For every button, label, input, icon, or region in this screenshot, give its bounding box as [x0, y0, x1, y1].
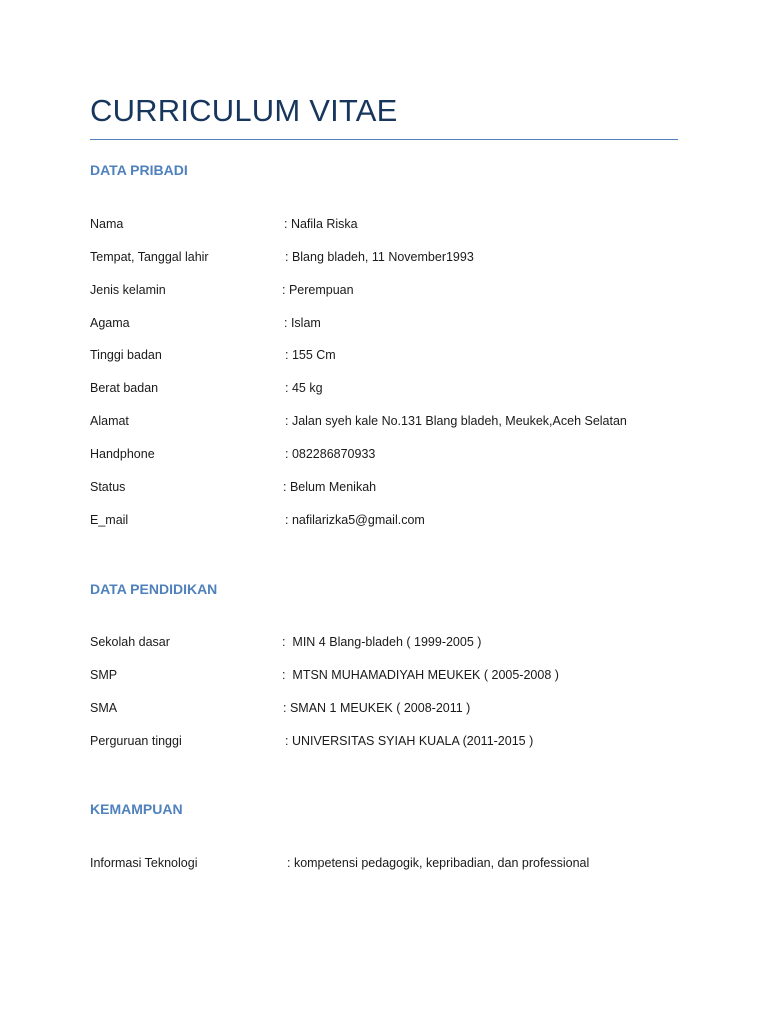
field-value: : Perempuan: [282, 283, 354, 297]
field-row-alamat: [90, 414, 690, 432]
field-value: : MTSN MUHAMADIYAH MEUKEK ( 2005-2008 ): [282, 668, 559, 682]
field-value: : 155 Cm: [285, 348, 336, 362]
document-title: CURRICULUM VITAE: [90, 93, 398, 128]
field-value: : UNIVERSITAS SYIAH KUALA (2011-2015 ): [285, 734, 534, 748]
field-row-informasi-teknologi: [90, 856, 690, 874]
title-divider: [90, 139, 678, 140]
field-value: : 45 kg: [285, 381, 323, 395]
field-row-perguruan-tinggi: [90, 734, 690, 752]
section-heading-data-pribadi: DATA PRIBADI: [90, 162, 188, 178]
field-label: Informasi Teknologi: [90, 856, 198, 870]
field-value: : nafilarizka5@gmail.com: [285, 513, 425, 527]
field-label: SMP: [90, 668, 118, 682]
field-row-status: [90, 480, 690, 498]
field-label: Alamat: [90, 414, 129, 428]
field-label: Sekolah dasar: [90, 635, 170, 649]
field-row-jenis-kelamin: [90, 283, 690, 301]
section-heading-kemampuan: KEMAMPUAN: [90, 801, 183, 817]
field-value: : Belum Menikah: [283, 480, 377, 494]
field-label: Status: [90, 480, 126, 494]
field-label: SMA: [90, 701, 118, 715]
field-row-nama: [90, 217, 690, 235]
field-value: : kompetensi pedagogik, kepribadian, dan professional: [287, 856, 590, 870]
field-label: Tempat, Tanggal lahir: [90, 250, 209, 264]
field-row-agama: [90, 316, 690, 334]
field-value: : Blang bladeh, 11 November1993: [285, 250, 474, 264]
field-value: : SMAN 1 MEUKEK ( 2008-2011 ): [283, 701, 471, 715]
field-row-email: [90, 513, 690, 531]
field-row-tempat-tanggal-lahir: [90, 250, 690, 268]
field-label: E_mail: [90, 513, 129, 527]
field-row-berat-badan: [90, 381, 690, 399]
field-value: : Nafila Riska: [284, 217, 358, 231]
field-value: : MIN 4 Blang-bladeh ( 1999-2005 ): [282, 635, 482, 649]
field-label: Jenis kelamin: [90, 283, 166, 297]
field-value: : Jalan syeh kale No.131 Blang bladeh, Meukek,Aceh Selatan: [285, 414, 627, 428]
field-label: Berat badan: [90, 381, 159, 395]
field-row-sma: [90, 701, 690, 719]
field-label: Tinggi badan: [90, 348, 162, 362]
field-row-smp: [90, 668, 690, 686]
field-label: Perguruan tinggi: [90, 734, 182, 748]
field-value: : 082286870933: [285, 447, 376, 461]
field-label: Handphone: [90, 447, 155, 461]
field-row-sekolah-dasar: [90, 635, 690, 653]
field-value: : Islam: [284, 316, 321, 330]
field-label: Nama: [90, 217, 124, 231]
field-row-tinggi-badan: [90, 348, 690, 366]
field-row-handphone: [90, 447, 690, 465]
section-heading-data-pendidikan: DATA PENDIDIKAN: [90, 581, 218, 597]
field-label: Agama: [90, 316, 130, 330]
